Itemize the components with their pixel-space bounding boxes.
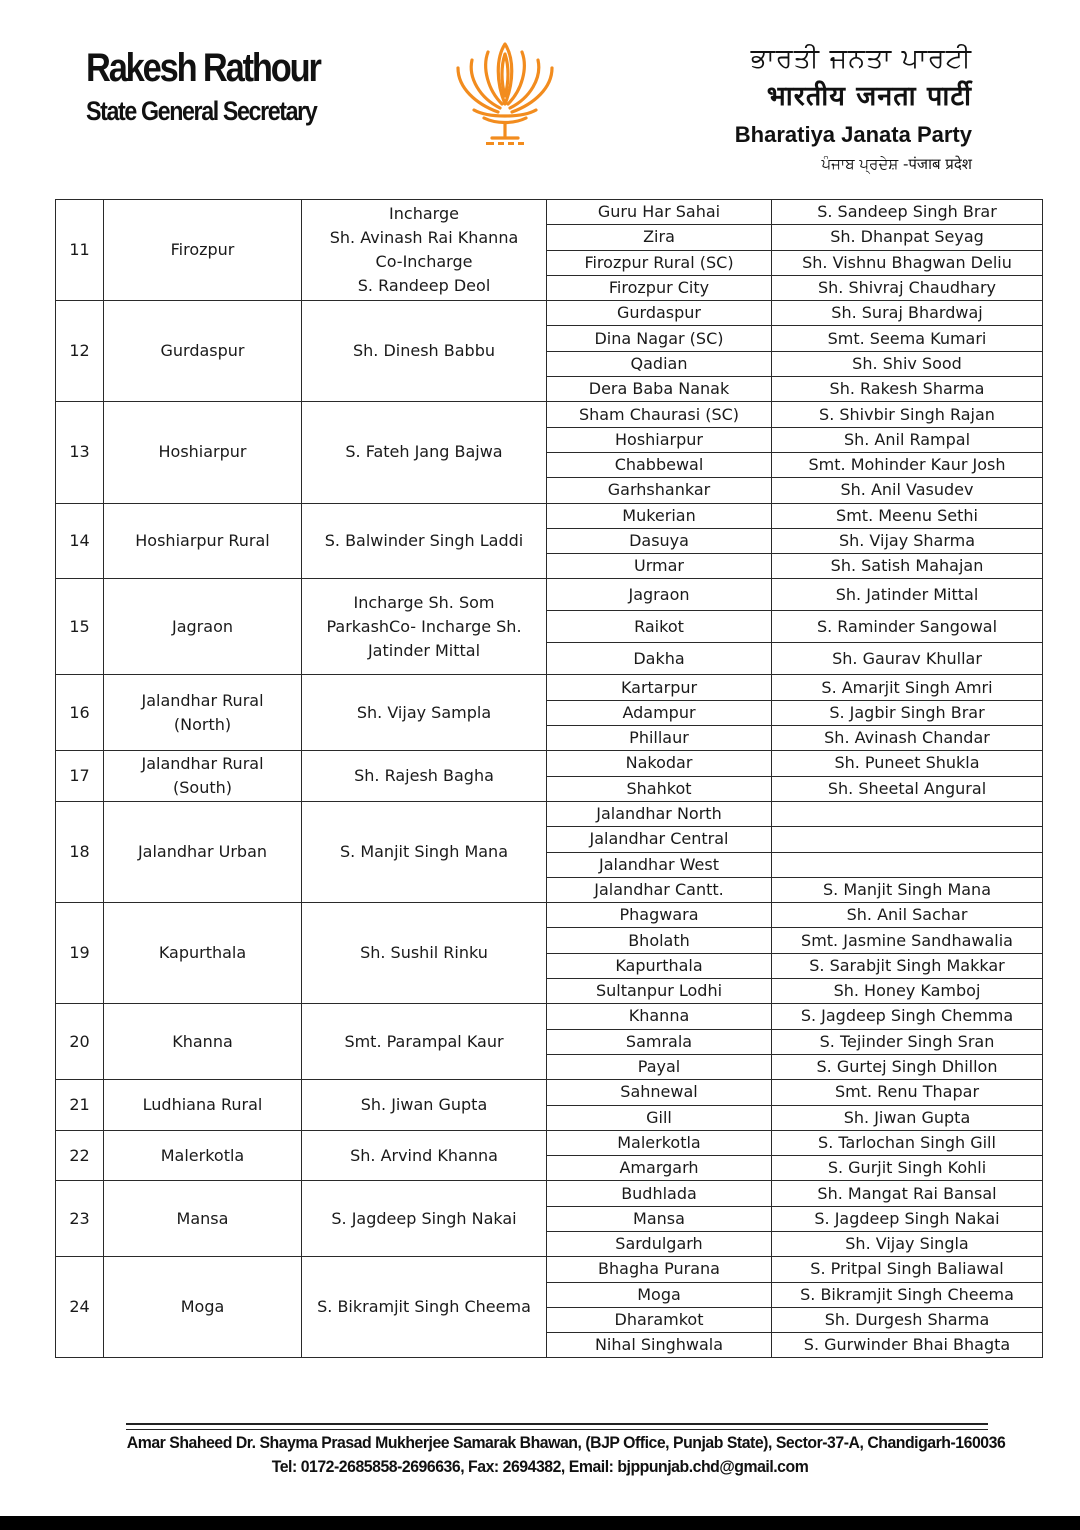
person-cell: S. Gurwinder Bhai Bhagta xyxy=(772,1333,1043,1358)
assembly-cell: Zira xyxy=(547,225,772,250)
person-cell: Sh. Avinash Chandar xyxy=(772,726,1043,751)
person-cell: Smt. Mohinder Kaur Josh xyxy=(772,452,1043,477)
person-cell: Sh. Jiwan Gupta xyxy=(772,1105,1043,1130)
assembly-cell: Guru Har Sahai xyxy=(547,200,772,225)
person-cell: Sh. Gaurav Khullar xyxy=(772,643,1043,675)
assembly-cell: Sardulgarh xyxy=(547,1231,772,1256)
district-number-cell: 22 xyxy=(56,1130,104,1181)
district-name-cell: Mansa xyxy=(104,1181,302,1257)
incharge-line: Sh. Dinesh Babbu xyxy=(352,341,495,361)
state-unit-line: ਪੰਜਾਬ ਪ੍ਰਦੇਸ਼ -पंजाब प्रदेश xyxy=(821,155,972,173)
incharge-cell xyxy=(302,200,547,301)
assembly-cell: Phillaur xyxy=(547,726,772,751)
person-cell: S. Jagbir Singh Brar xyxy=(772,700,1043,725)
person-cell: Sh. Satish Mahajan xyxy=(772,554,1043,579)
district-number-cell: 18 xyxy=(56,801,104,902)
district-name-cell: Hoshiarpur xyxy=(104,402,302,503)
incharge-line: Co-Incharge xyxy=(375,252,473,272)
incharge-cell xyxy=(302,1080,547,1131)
sender-name: Rakesh Rathour xyxy=(86,46,320,90)
district-number-cell: 12 xyxy=(56,301,104,402)
incharge-cell xyxy=(302,801,547,902)
district-name-cell: Hoshiarpur Rural xyxy=(104,503,302,579)
incharge-line: S. Randeep Deol xyxy=(357,276,491,296)
district-number-cell: 16 xyxy=(56,675,104,751)
table-row xyxy=(56,675,1043,700)
person-cell: Sh. Jatinder Mittal xyxy=(772,579,1043,611)
person-cell: Sh. Mangat Rai Bansal xyxy=(772,1181,1043,1206)
district-name-cell: Jalandhar Urban xyxy=(104,801,302,902)
table-row xyxy=(56,1080,1043,1105)
assembly-cell: Firozpur City xyxy=(547,275,772,300)
table-row xyxy=(56,301,1043,326)
assembly-cell: Jalandhar Central xyxy=(547,827,772,852)
person-cell xyxy=(772,852,1043,877)
person-cell: S. Jagdeep Singh Nakai xyxy=(772,1206,1043,1231)
incharge-cell xyxy=(302,1130,547,1181)
person-cell: Smt. Renu Thapar xyxy=(772,1080,1043,1105)
person-cell: S. Manjit Singh Mana xyxy=(772,877,1043,902)
person-cell: S. Amarjit Singh Amri xyxy=(772,675,1043,700)
person-cell: Sh. Vishnu Bhagwan Deliu xyxy=(772,250,1043,275)
person-cell: Smt. Jasmine Sandhawalia xyxy=(772,928,1043,953)
incharge-line: Incharge xyxy=(389,204,459,224)
person-cell xyxy=(772,827,1043,852)
assembly-cell: Mukerian xyxy=(547,503,772,528)
lotus-icon xyxy=(452,38,558,150)
district-number-cell: 11 xyxy=(56,200,104,301)
incharge-line: S. Bikramjit Singh Cheema xyxy=(317,1297,531,1317)
assembly-cell: Jalandhar North xyxy=(547,801,772,826)
assembly-cell: Budhlada xyxy=(547,1181,772,1206)
assembly-cell: Jalandhar West xyxy=(547,852,772,877)
sender-designation: State General Secretary xyxy=(86,96,317,126)
office-contact: Tel: 0172-2685858-2696636, Fax: 2694382, Email: bjppunjab.chd@gmail.com xyxy=(271,1457,809,1476)
assembly-cell: Nihal Singhwala xyxy=(547,1333,772,1358)
person-cell: S. Shivbir Singh Rajan xyxy=(772,402,1043,427)
district-number-cell: 14 xyxy=(56,503,104,579)
person-cell: Sh. Dhanpat Seyag xyxy=(772,225,1043,250)
district-number-cell: 15 xyxy=(56,579,104,675)
table-row xyxy=(56,402,1043,427)
incharge-cell xyxy=(302,1257,547,1358)
assembly-cell: Nakodar xyxy=(547,751,772,776)
party-masthead xyxy=(735,40,972,176)
person-cell: Smt. Seema Kumari xyxy=(772,326,1043,351)
incharge-line: Incharge Sh. Som xyxy=(353,592,495,612)
assembly-cell: Dina Nagar (SC) xyxy=(547,326,772,351)
district-name-cell: Khanna xyxy=(104,1004,302,1080)
incharge-cell xyxy=(302,903,547,1004)
district-name-cell: Firozpur xyxy=(104,200,302,301)
assembly-cell: Khanna xyxy=(547,1004,772,1029)
person-cell: S. Gurtej Singh Dhillon xyxy=(772,1054,1043,1079)
incharge-line: S. Jagdeep Singh Nakai xyxy=(331,1208,517,1228)
district-number-cell: 19 xyxy=(56,903,104,1004)
district-number-cell: 24 xyxy=(56,1257,104,1358)
table-row xyxy=(56,503,1043,528)
district-number-cell: 13 xyxy=(56,402,104,503)
assembly-cell: Samrala xyxy=(547,1029,772,1054)
district-name-cell xyxy=(104,675,302,751)
assembly-cell: Sham Chaurasi (SC) xyxy=(547,402,772,427)
assembly-cell: Malerkotla xyxy=(547,1130,772,1155)
footer-rule xyxy=(126,1429,988,1430)
incharge-cell xyxy=(302,579,547,675)
district-name-line: (North) xyxy=(173,714,232,734)
incharge-cell xyxy=(302,751,547,802)
incharge-line: ParkashCo- Incharge Sh. xyxy=(326,616,522,636)
incharge-line: S. Balwinder Singh Laddi xyxy=(324,531,524,550)
incharge-line: Jatinder Mittal xyxy=(367,640,481,660)
assembly-cell: Adampur xyxy=(547,700,772,725)
assembly-cell: Garhshankar xyxy=(547,478,772,503)
person-cell: Sh. Vijay Sharma xyxy=(772,528,1043,553)
person-cell: S. Raminder Sangowal xyxy=(772,611,1043,643)
incharge-line: Sh. Arvind Khanna xyxy=(350,1145,498,1165)
person-cell: S. Pritpal Singh Baliawal xyxy=(772,1257,1043,1282)
person-cell: Sh. Anil Sachar xyxy=(772,903,1043,928)
district-number-cell: 21 xyxy=(56,1080,104,1131)
district-name-cell: Moga xyxy=(104,1257,302,1358)
assembly-cell: Firozpur Rural (SC) xyxy=(547,250,772,275)
district-name-cell: Gurdaspur xyxy=(104,301,302,402)
assembly-cell: Phagwara xyxy=(547,903,772,928)
assembly-cell: Bholath xyxy=(547,928,772,953)
person-cell: Sh. Shivraj Chaudhary xyxy=(772,275,1043,300)
person-cell: Sh. Rakesh Sharma xyxy=(772,377,1043,402)
assembly-cell: Hoshiarpur xyxy=(547,427,772,452)
party-name-hindi: भारतीय जनता पार्टी xyxy=(766,81,972,112)
district-name-line: Jalandhar Rural xyxy=(141,690,264,710)
letterhead-sender xyxy=(86,44,358,126)
assembly-cell: Dakha xyxy=(547,643,772,675)
table-row xyxy=(56,1004,1043,1029)
footer-rule xyxy=(126,1423,988,1425)
assembly-cell: Sahnewal xyxy=(547,1080,772,1105)
scan-border xyxy=(0,1516,1080,1530)
person-cell: S. Sandeep Singh Brar xyxy=(772,200,1043,225)
incharge-line: Sh. Rajesh Bagha xyxy=(354,766,494,786)
assembly-cell: Dharamkot xyxy=(547,1307,772,1332)
assembly-cell: Amargarh xyxy=(547,1156,772,1181)
incharge-cell xyxy=(302,675,547,751)
assembly-cell: Gill xyxy=(547,1105,772,1130)
incharge-cell xyxy=(302,1181,547,1257)
assembly-cell: Payal xyxy=(547,1054,772,1079)
assembly-cell: Sultanpur Lodhi xyxy=(547,979,772,1004)
district-name-line: (South) xyxy=(173,778,232,798)
district-number-cell: 17 xyxy=(56,751,104,802)
assembly-cell: Bhagha Purana xyxy=(547,1257,772,1282)
assembly-cell: Chabbewal xyxy=(547,452,772,477)
incharge-cell xyxy=(302,1004,547,1080)
person-cell: Sh. Sheetal Angural xyxy=(772,776,1043,801)
incharge-line: S. Manjit Singh Mana xyxy=(339,842,508,862)
person-cell: Smt. Meenu Sethi xyxy=(772,503,1043,528)
incharge-line: Sh. Vijay Sampla xyxy=(356,702,492,722)
assembly-cell: Moga xyxy=(547,1282,772,1307)
incharge-line: Sh. Sushil Rinku xyxy=(360,943,488,963)
office-address: Amar Shaheed Dr. Shayma Prasad Mukherjee Samarak Bhawan, (BJP Office, Punjab State), Sector-37-A, Chandigarh-160036 xyxy=(126,1433,1006,1452)
party-name-punjabi: ਭਾਰਤੀ ਜਨਤਾ ਪਾਰਟੀ xyxy=(750,43,972,74)
incharge-cell xyxy=(302,301,547,402)
assembly-cell: Dera Baba Nanak xyxy=(547,377,772,402)
table-row xyxy=(56,1130,1043,1155)
district-name-cell: Malerkotla xyxy=(104,1130,302,1181)
party-name-english: Bharatiya Janata Party xyxy=(734,122,972,147)
person-cell: Sh. Durgesh Sharma xyxy=(772,1307,1043,1332)
person-cell: S. Gurjit Singh Kohli xyxy=(772,1156,1043,1181)
incharge-line: S. Fateh Jang Bajwa xyxy=(345,442,503,462)
person-cell: Sh. Suraj Bhardwaj xyxy=(772,301,1043,326)
table-row xyxy=(56,200,1043,225)
assembly-cell: Jalandhar Cantt. xyxy=(547,877,772,902)
district-name-line: Jalandhar Rural xyxy=(141,754,264,774)
table-row xyxy=(56,1181,1043,1206)
assembly-cell: Dasuya xyxy=(547,528,772,553)
person-cell: Sh. Anil Vasudev xyxy=(772,478,1043,503)
person-cell: S. Sarabjit Singh Makkar xyxy=(772,953,1043,978)
assembly-cell: Kartarpur xyxy=(547,675,772,700)
table-row xyxy=(56,801,1043,826)
district-number-cell: 20 xyxy=(56,1004,104,1080)
assembly-cell: Gurdaspur xyxy=(547,301,772,326)
incharge-cell xyxy=(302,503,547,579)
person-cell: S. Tarlochan Singh Gill xyxy=(772,1130,1043,1155)
person-cell: Sh. Puneet Shukla xyxy=(772,751,1043,776)
district-number-cell: 23 xyxy=(56,1181,104,1257)
table-row xyxy=(56,751,1043,776)
assembly-cell: Qadian xyxy=(547,351,772,376)
person-cell: S. Jagdeep Singh Chemma xyxy=(772,1004,1043,1029)
incharge-line: Sh. Jiwan Gupta xyxy=(360,1095,488,1114)
person-cell: Sh. Anil Rampal xyxy=(772,427,1043,452)
district-name-cell: Kapurthala xyxy=(104,903,302,1004)
person-cell: Sh. Shiv Sood xyxy=(772,351,1043,376)
assembly-cell: Jagraon xyxy=(547,579,772,611)
incharge-line: Smt. Parampal Kaur xyxy=(344,1031,504,1051)
assembly-cell: Shahkot xyxy=(547,776,772,801)
person-cell: S. Bikramjit Singh Cheema xyxy=(772,1282,1043,1307)
person-cell: S. Tejinder Singh Sran xyxy=(772,1029,1043,1054)
incharge-line: Sh. Avinash Rai Khanna xyxy=(329,228,519,248)
incharge-cell xyxy=(302,402,547,503)
district-incharge-table xyxy=(55,199,1043,1358)
person-cell xyxy=(772,801,1043,826)
district-name-cell: Jagraon xyxy=(104,579,302,675)
assembly-cell: Urmar xyxy=(547,554,772,579)
assembly-cell: Mansa xyxy=(547,1206,772,1231)
district-name-cell xyxy=(104,751,302,802)
assembly-cell: Raikot xyxy=(547,611,772,643)
district-name-cell: Ludhiana Rural xyxy=(104,1080,302,1131)
table-row xyxy=(56,1257,1043,1282)
person-cell: Sh. Vijay Singla xyxy=(772,1231,1043,1256)
table-row xyxy=(56,903,1043,928)
person-cell: Sh. Honey Kamboj xyxy=(772,979,1043,1004)
table-row xyxy=(56,579,1043,611)
assembly-cell: Kapurthala xyxy=(547,953,772,978)
